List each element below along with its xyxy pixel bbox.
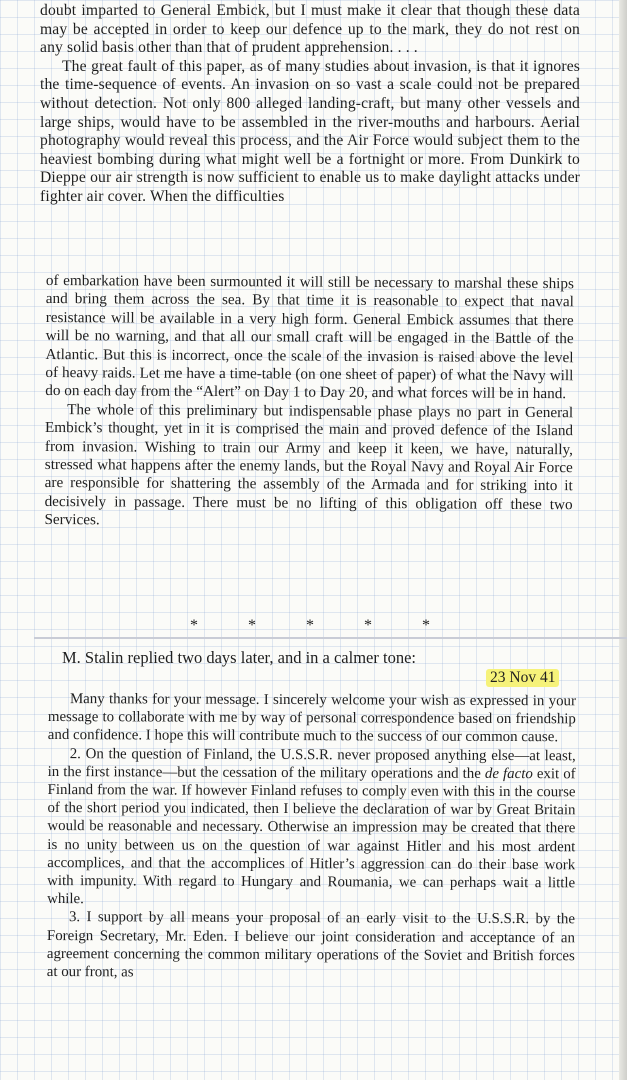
letter-paragraph-2-part-a: 2. On the question of Finland, the U.S.S.R. never proposed anything else—at least, in the first instance—but the cessation of the military operations and the [47, 745, 576, 782]
paragraph-time-sequence: The great fault of this paper, as of many studies about invasion, is that it ignores the time-sequence of events. An invasion on so vast a scale could not be prepared without detection. Not only 800 alleged landing-craft, but many other vessels and large ships, would have to be assembled in the river-mouths and harbours. Aerial photography would reveal this process, and the Air Force would subject them to the heaviest bombing during what might well be a fortnight or more. From Dunkirk to Dieppe our air strength is now sufficient to enable us to make daylight attacks under fighter air cover. When the difficulties [40, 57, 580, 205]
page-edge [619, 0, 627, 1080]
letter-paragraph-3: 3. I support by all means your proposal of an early visit to the U.S.S.R. by the Foreign Secretary, Mr. Eden. I believe our joint consideration and acceptance of an agreement concerning the common military operations of the Soviet and British forces at our front, as [46, 909, 576, 981]
separator-star: * [248, 617, 256, 634]
letter-paragraph-2-italic: de facto [484, 765, 533, 782]
separator-star: * [190, 617, 198, 634]
paragraph-prudent-apprehension: doubt imparted to General Embick, but I must make it clear that though these data may be accepted in order to keep our defence up to the mark, they do not rest on any solid basis other than that of prudent apprehension. . . . [40, 2, 580, 57]
stalin-letter-block [47, 690, 576, 984]
upper-text-block [40, 2, 580, 207]
letter-paragraph-2-part-b: exit of Finland from the war. If however Finland refuses to comply even with this in the course of the short period you indicated, then I believe the declaration of war by Great Britain would be reasonable and necessary. Otherwise an impression may be created that there is no unity between us on the question of war against Hitler and his most ardent accomplices, and that the accomplices of Hitler’s aggression can do their base work with impunity. With regard to Hungary and Roumania, we can perhaps wait a little while. [47, 765, 576, 908]
highlighted-date: 23 Nov 41 [486, 669, 559, 687]
paragraph-embarkation: of embarkation have been surmounted it will still be necessary to marshal these ships and bring them across the sea. By that time it is reasonable to expect that naval resistance will be available in a very high form. General Embick assumes that there will be no warning, and that all our small craft will be engaged in the Battle of the Atlantic. But this is incorrect, once the scale of the invasion is raised above the level of heavy raids. Let me have a time-table (on one sheet of paper) of what the Navy will do on each day from the “Alert” on Day 1 to Day 20, and what forces will be in hand. [45, 272, 574, 403]
paragraph-preliminary-phase: The whole of this preliminary but indispensable phase plays no part in General Embick’s thought, yet in it is comprised the main and proved defence of the Island from invasion. Wishing to train our Army and keep it keen, we have, naturally, stressed what happens after the enemy lands, but the Royal Navy and Royal Air Force are responsible for shattering the assembly of the Armada and for striking into it decisively in passage. There must be no lifting of this obligation off these two Services. [44, 400, 574, 529]
middle-text-block [44, 272, 574, 533]
stalin-reply-intro: M. Stalin replied two days later, and in a calmer tone: [62, 648, 416, 667]
letter-paragraph-1: Many thanks for your message. I sincerely welcome your wish as expressed in your message to collaborate with me by way of personal correspondence based on friendship and confidence. I hope this will contribute much to the success of our common cause. [47, 691, 576, 746]
separator-star: * [364, 617, 372, 634]
clipping-edge [34, 637, 627, 639]
separator-star: * [422, 617, 430, 634]
separator-star: * [306, 617, 314, 634]
letter-paragraph-2 [47, 745, 576, 911]
section-separator-stars [190, 617, 430, 635]
